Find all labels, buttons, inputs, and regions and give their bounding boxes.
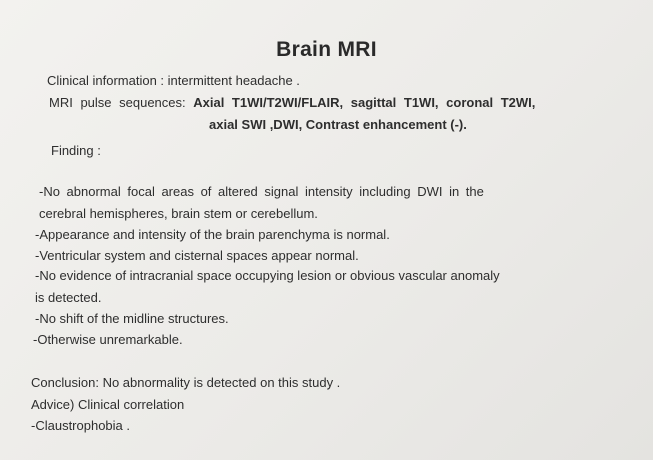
- advice-line: Advice) Clinical correlation: [31, 397, 185, 412]
- finding-label: Finding :: [51, 143, 101, 158]
- claustrophobia-note: -Claustrophobia .: [31, 418, 130, 433]
- pulse-sequences-label: MRI pulse sequences:: [49, 95, 186, 110]
- finding-line: -No abnormal focal areas of altered signal intensity including DWI in the: [39, 184, 484, 199]
- conclusion-label: Conclusion:: [31, 375, 99, 390]
- clinical-info-line: [47, 73, 300, 88]
- finding-line: -Ventricular system and cisternal spaces appear normal.: [35, 248, 359, 263]
- finding-line: -No evidence of intracranial space occupying lesion or obvious vascular anomaly: [35, 268, 500, 283]
- conclusion-text: No abnormality is detected on this study .: [102, 375, 341, 390]
- finding-line: -No shift of the midline structures.: [35, 311, 229, 326]
- clinical-info-label: Clinical information :: [47, 73, 165, 88]
- report-title: Brain MRI: [276, 38, 377, 61]
- clinical-info-value: intermittent headache .: [167, 73, 300, 88]
- pulse-sequences-line: [49, 95, 535, 110]
- finding-line: -Otherwise unremarkable.: [33, 332, 183, 347]
- conclusion-line: [31, 375, 340, 390]
- finding-line: is detected.: [35, 290, 102, 305]
- pulse-sequences-line1: Axial T1WI/T2WI/FLAIR, sagittal T1WI, coronal T2WI,: [193, 95, 536, 110]
- pulse-sequences-line2: axial SWI ,DWI, Contrast enhancement (-).: [209, 117, 467, 132]
- finding-line: -Appearance and intensity of the brain parenchyma is normal.: [35, 227, 390, 242]
- finding-line: cerebral hemispheres, brain stem or cerebellum.: [39, 206, 318, 221]
